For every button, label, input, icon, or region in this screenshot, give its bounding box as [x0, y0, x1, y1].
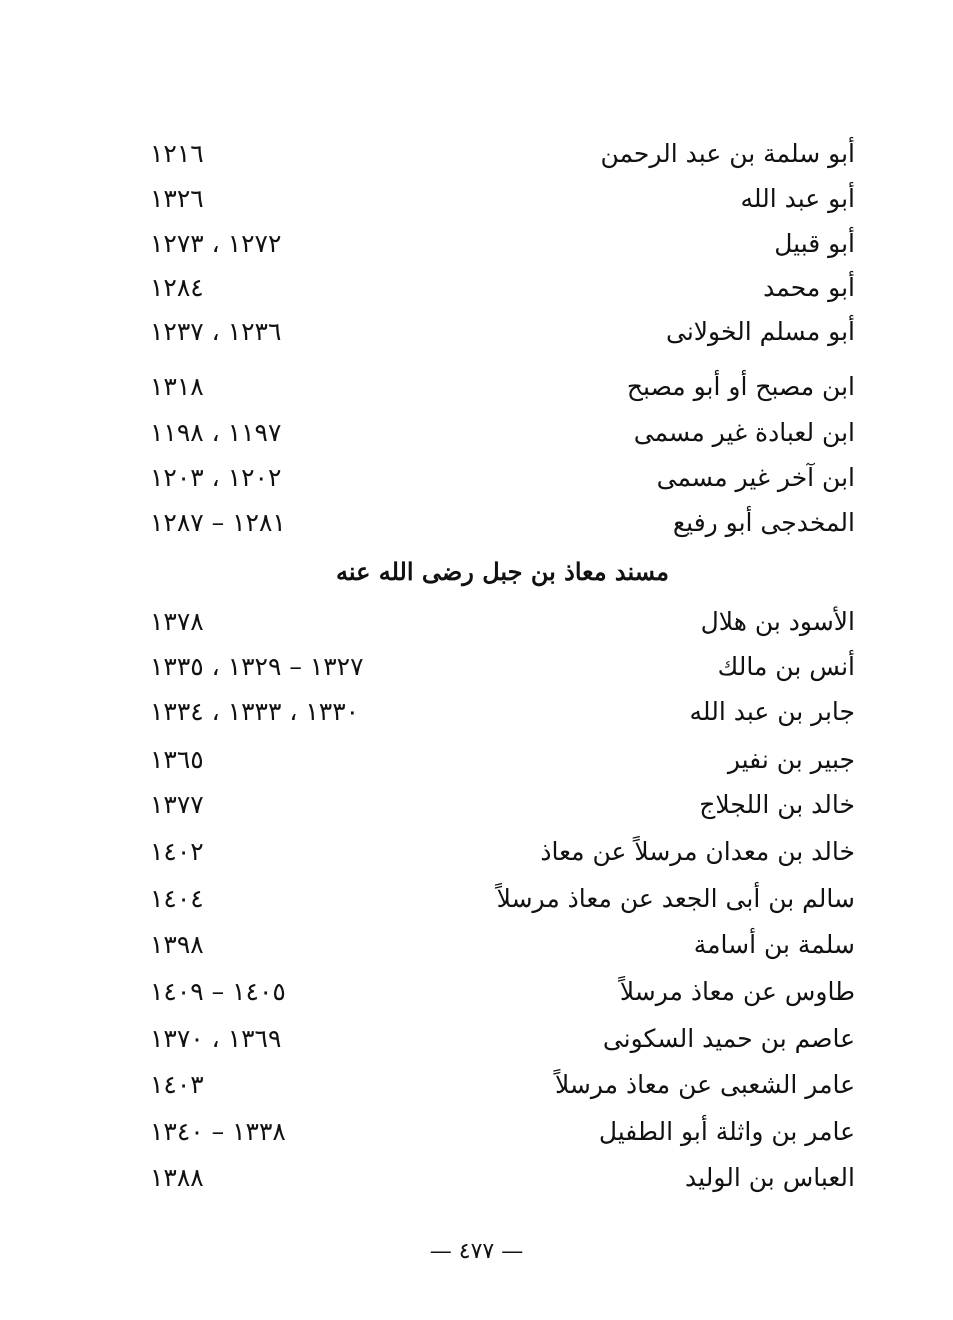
index-entry — [150, 970, 855, 1014]
index-entry — [150, 1017, 855, 1061]
entry-name: أبو عبد الله — [740, 184, 855, 213]
entry-refs: ١٣٦٩ ، ١٣٧٠ — [150, 1024, 282, 1053]
page-number: — ٤٧٧ — — [429, 1239, 524, 1264]
section-heading: مسند معاذ بن جبل رضى الله عنه — [335, 557, 670, 586]
index-entry — [150, 365, 855, 409]
index-entry — [150, 600, 855, 644]
entry-refs: ١٣٧٨ — [150, 607, 204, 636]
index-entry — [150, 177, 855, 221]
index-entry — [150, 830, 855, 874]
entry-refs: ١٢٨٤ — [150, 273, 204, 302]
entry-refs: ١٣٢٧ – ١٣٢٩ ، ١٣٣٥ — [150, 652, 364, 681]
index-entry — [150, 310, 855, 354]
entry-name: ابن لعبادة غير مسمى — [633, 418, 855, 447]
index-entry — [150, 923, 855, 967]
entry-name: جابر بن عبد الله — [689, 697, 855, 726]
entry-refs: ١٤٠٥ – ١٤٠٩ — [150, 977, 286, 1006]
entry-name: سلمة بن أسامة — [693, 930, 855, 959]
entry-name: سالم بن أبى الجعد عن معاذ مرسلاً — [496, 884, 855, 913]
index-entry — [150, 222, 855, 266]
entry-refs: ١٣٩٨ — [150, 930, 204, 959]
entry-refs: ١٣٦٥ — [150, 745, 204, 774]
entry-name: ابن آخر غير مسمى — [656, 463, 855, 492]
entry-name: طاوس عن معاذ مرسلاً — [619, 977, 855, 1006]
index-entry — [150, 1156, 855, 1200]
entry-refs: ١٣١٨ — [150, 372, 204, 401]
index-entry — [150, 411, 855, 455]
entry-name: المخدجى أبو رفيع — [672, 508, 855, 537]
entry-name: أبو مسلم الخولانى — [666, 317, 855, 346]
entry-refs: ١٢٧٢ ، ١٢٧٣ — [150, 229, 282, 258]
index-entry — [150, 132, 855, 176]
entry-name: جبير بن نفير — [727, 745, 855, 774]
entry-refs: ١٣٢٦ — [150, 184, 204, 213]
entry-refs: ١٣٨٨ — [150, 1163, 204, 1192]
entry-refs: ١٣٧٧ — [150, 790, 204, 819]
entry-refs: ١٢٠٢ ، ١٢٠٣ — [150, 463, 282, 492]
entry-name: أبو قبيل — [774, 229, 855, 258]
entry-name: خالد بن اللجلاج — [699, 790, 855, 819]
entry-name: أنس بن مالك — [717, 652, 855, 681]
entry-name: خالد بن معدان مرسلاً عن معاذ — [540, 837, 855, 866]
entry-name: الأسود بن هلال — [700, 607, 855, 636]
entry-refs: ١١٩٧ ، ١١٩٨ — [150, 418, 282, 447]
index-entry — [150, 1063, 855, 1107]
entry-name: ابن مصبح أو أبو مصبح — [626, 372, 855, 401]
index-entry — [150, 266, 855, 310]
entry-refs: ١٤٠٢ — [150, 837, 204, 866]
index-entry — [150, 738, 855, 782]
entry-name: عامر الشعبى عن معاذ مرسلاً — [554, 1070, 855, 1099]
entry-refs: ١٢١٦ — [150, 139, 204, 168]
index-entry — [150, 645, 855, 689]
index-entry — [150, 456, 855, 500]
index-entry — [150, 1110, 855, 1154]
entry-name: أبو محمد — [763, 273, 855, 302]
entry-refs: ١٢٨١ – ١٢٨٧ — [150, 508, 286, 537]
index-entry — [150, 877, 855, 921]
entry-refs: ١٢٣٦ ، ١٢٣٧ — [150, 317, 282, 346]
entry-refs: ١٤٠٤ — [150, 884, 204, 913]
entry-refs: ١٣٣٨ – ١٣٤٠ — [150, 1117, 286, 1146]
index-entry — [150, 501, 855, 545]
entry-name: العباس بن الوليد — [685, 1163, 855, 1192]
entry-refs: ١٤٠٣ — [150, 1070, 204, 1099]
entry-name: أبو سلمة بن عبد الرحمن — [600, 139, 855, 168]
index-entry — [150, 690, 855, 734]
entry-name: عامر بن واثلة أبو الطفيل — [598, 1117, 855, 1146]
index-entry — [150, 783, 855, 827]
entry-refs: ١٣٣٠ ، ١٣٣٣ ، ١٣٣٤ — [150, 697, 360, 726]
entry-name: عاصم بن حميد السكونى — [602, 1024, 855, 1053]
